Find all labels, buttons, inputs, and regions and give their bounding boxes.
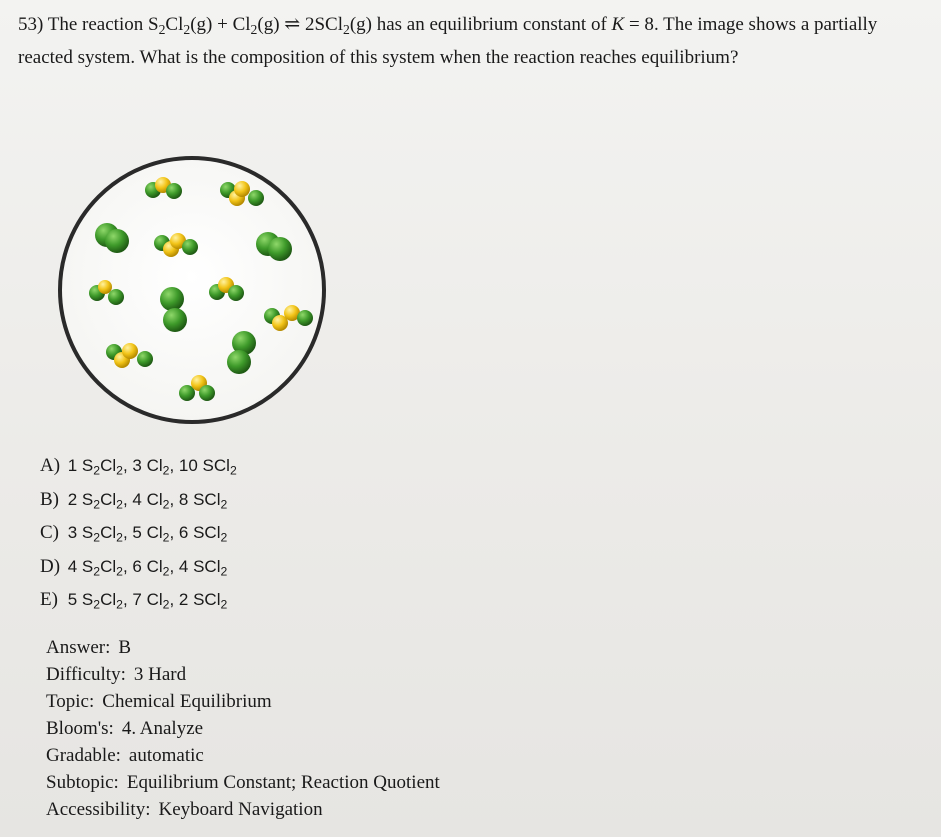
meta-accessibility: Accessibility: Keyboard Navigation (46, 799, 323, 820)
choice-c: C) 3 $S_2Cl_2$, 5 $Cl_2$, 6 SCl$_2$ (40, 522, 228, 545)
question-number: 53) (18, 14, 44, 35)
question-intro: The reaction (47, 14, 144, 35)
equilibrium-constant: K = 8 (611, 14, 654, 35)
reaction-equation: $S_2Cl_2(g) + Cl_2(g)$ ⇌ 2SCl$_2$(g) (147, 14, 372, 37)
meta-subtopic: Subtopic: Equilibrium Constant; Reaction Quotient (46, 772, 440, 793)
choice-e: E) 5 $S_2Cl_2$, 7 $Cl_2$, 2 SCl$_2$ (40, 589, 228, 612)
choice-b: B) 2 $S_2Cl_2$, 4 $Cl_2$, 8 SCl$_2$ (40, 488, 228, 511)
question-text (18, 8, 923, 74)
molecule-diagram-svg (50, 153, 335, 428)
meta-answer: Answer: B (46, 637, 132, 658)
answer-choices (40, 449, 237, 617)
choice-a: A) 1 $S_2Cl_2$, 3 $Cl_2$, 10 SCl$_2$ (40, 455, 237, 478)
question-mid: has an equilibrium constant of (376, 14, 607, 35)
question-rest: . The image shows a partially reacted system. What is the composition of this system when the reaction reaches equilibrium? (18, 14, 878, 68)
meta-blooms: Bloom's: 4. Analyze (46, 718, 204, 739)
meta-gradable: Gradable: automatic (46, 745, 204, 766)
choice-d: D) 4 $S_2Cl_2$, 6 $Cl_2$, 4 SCl$_2$ (40, 555, 228, 578)
meta-difficulty: Difficulty: 3 Hard (46, 664, 187, 685)
meta-topic: Topic: Chemical Equilibrium (46, 691, 272, 712)
question-metadata (46, 634, 440, 823)
molecule-diagram (50, 153, 335, 428)
